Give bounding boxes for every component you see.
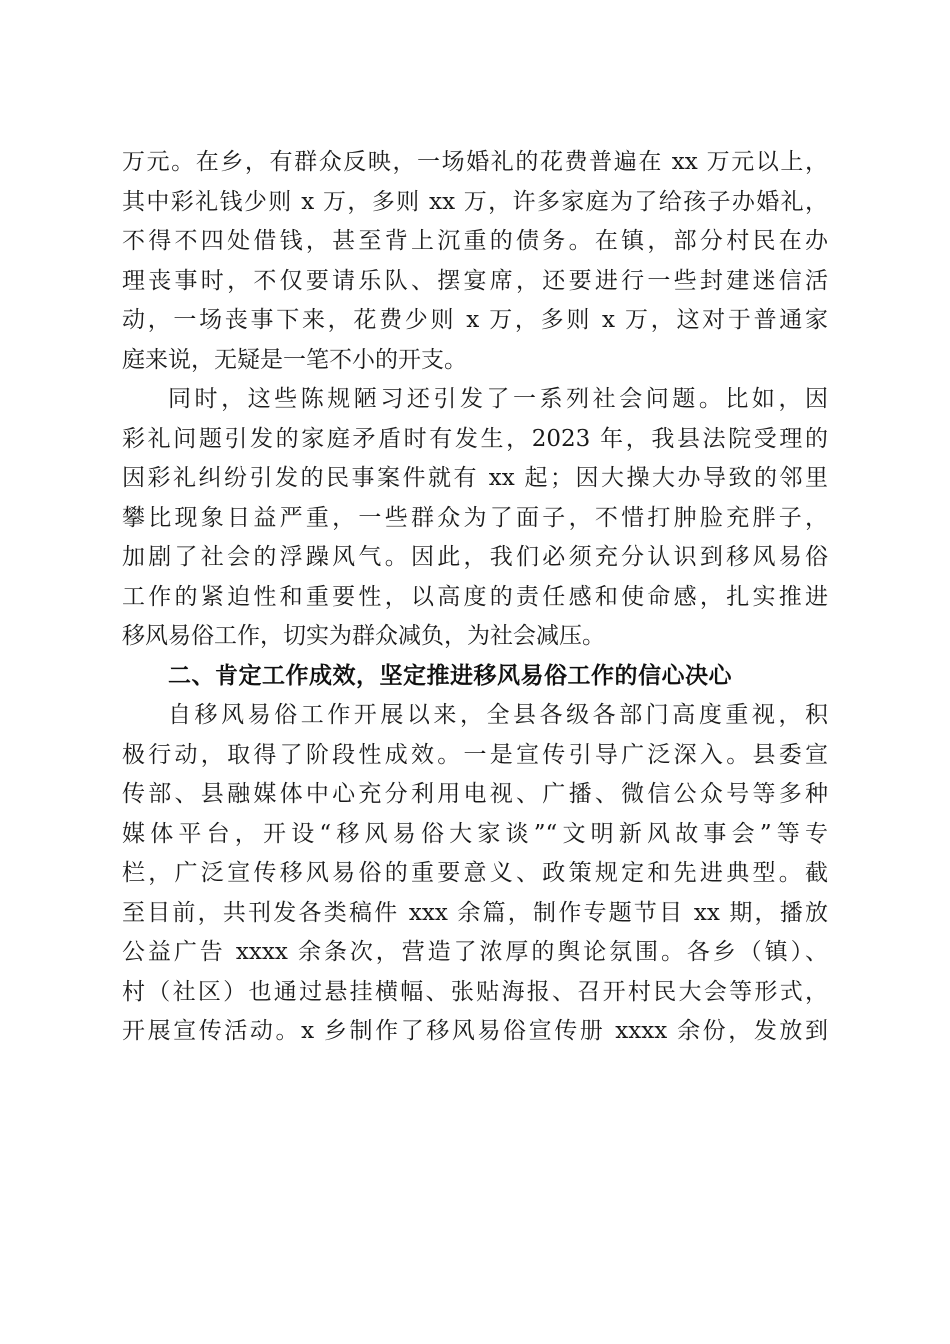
section-heading: 二、肯定工作成效，坚定推进移风易俗工作的信心决心 [168, 662, 732, 689]
paragraph-1 [122, 143, 828, 380]
text-line: 村（社区）也通过悬挂横幅、张贴海报、召开村民大会等形式， [122, 978, 828, 1005]
text-line: 公益广告 xxxx 余条次，营造了浓厚的舆论氛围。各乡（镇）、 [122, 939, 828, 965]
text-line: 移风易俗工作，切实为群众减负，为社会减压。 [122, 623, 605, 649]
text-line: 不得不四处借钱，甚至背上沉重的债务。在镇，部分村民在办 [122, 228, 828, 254]
text-line: 加剧了社会的浮躁风气。因此，我们必须充分认识到移风易俗 [122, 544, 828, 570]
text-line: 同时，这些陈规陋习还引发了一系列社会问题。比如，因 [168, 386, 828, 412]
text-line: 媒体平台，开设“移风易俗大家谈”“文明新风故事会”等专 [122, 820, 828, 847]
text-line: 动，一场丧事下来，花费少则 x 万，多则 x 万，这对于普通家 [122, 307, 828, 333]
text-line: 庭来说，无疑是一笔不小的开支。 [122, 346, 467, 373]
text-line: 理丧事时，不仅要请乐队、摆宴席，还要进行一些封建迷信活 [122, 267, 828, 294]
text-line: 开展宣传活动。x 乡制作了移风易俗宣传册 xxxx 余份，发放到 [122, 1018, 828, 1044]
text-line: 传部、县融媒体中心充分利用电视、广播、微信公众号等多种 [122, 781, 828, 807]
text-line: 工作的紧迫性和重要性，以高度的责任感和使命感，扎实推进 [122, 583, 828, 610]
text-line: 其中彩礼钱少则 x 万，多则 xx 万，许多家庭为了给孩子办婚礼， [122, 188, 828, 215]
text-line: 至目前，共刊发各类稿件 xxx 余篇，制作专题节目 xx 期，播放 [122, 899, 828, 926]
text-line: 攀比现象日益严重，一些群众为了面子，不惜打肿脸充胖子， [122, 504, 828, 531]
text-line: 彩礼问题引发的家庭矛盾时有发生，2023 年，我县法院受理的 [122, 425, 828, 452]
text-line: 自移风易俗工作开展以来，全县各级各部门高度重视，积 [168, 702, 828, 728]
text-line: 因彩礼纠纷引发的民事案件就有 xx 起；因大操大办导致的邻里 [122, 465, 828, 491]
text-line: 极行动，取得了阶段性成效。一是宣传引导广泛深入。县委宣 [122, 741, 828, 768]
document-body [122, 143, 828, 1052]
paragraph-3 [122, 696, 828, 1052]
text-line: 万元。在乡，有群众反映，一场婚礼的花费普遍在 xx 万元以上， [122, 149, 828, 175]
text-line: 栏，广泛宣传移风易俗的重要意义、政策规定和先进典型。截 [122, 860, 828, 886]
paragraph-2 [122, 380, 828, 657]
